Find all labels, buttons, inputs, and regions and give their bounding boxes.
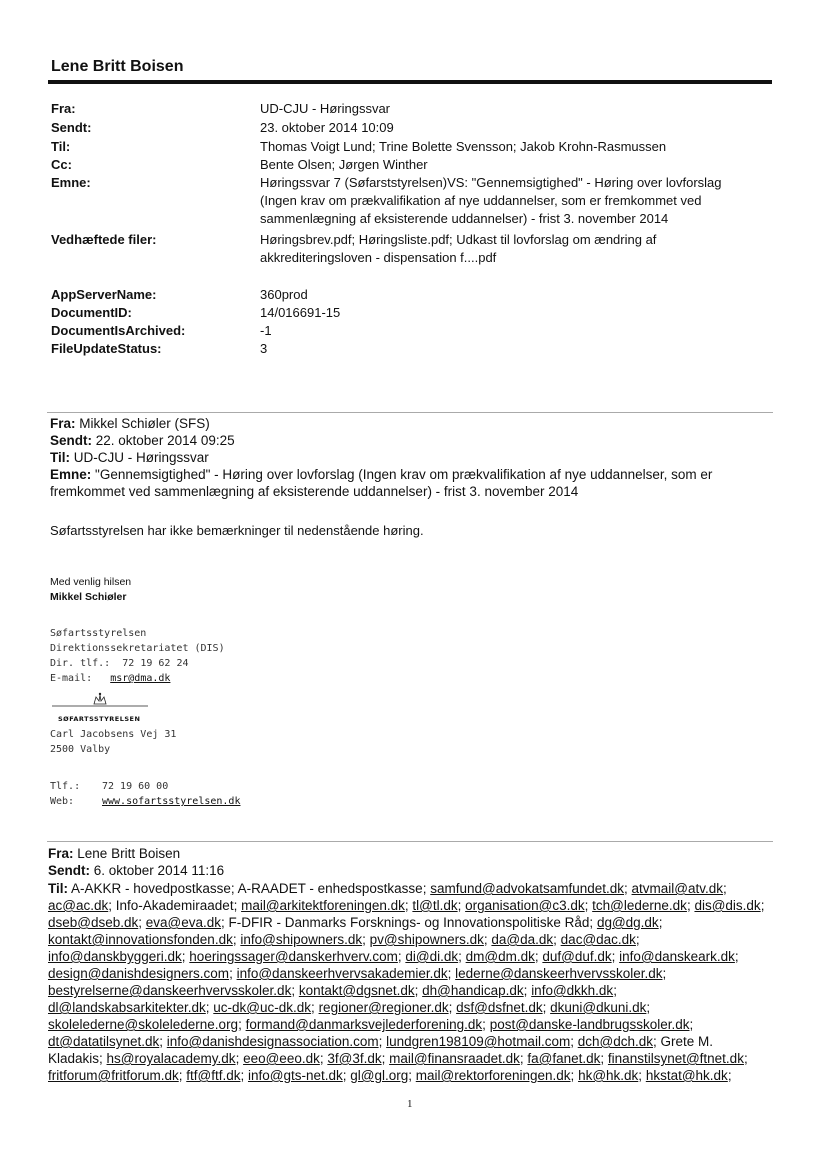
web-label: Web: xyxy=(50,796,75,807)
from-label: Fra: xyxy=(48,846,74,861)
meta-key: Emne: xyxy=(51,175,91,190)
signature-email xyxy=(50,671,225,686)
recipient-email-link[interactable]: info@shipowners.dk xyxy=(240,932,363,947)
meta-key: DocumentIsArchived: xyxy=(51,323,186,338)
recipient-email-link[interactable]: dseb@dseb.dk xyxy=(48,915,139,930)
tlf-label: Tlf.: xyxy=(50,781,81,792)
email1-subject xyxy=(50,466,770,500)
meta-key: Cc: xyxy=(51,157,72,172)
recipient-name: A-AKKR - hovedpostkasse xyxy=(71,881,231,896)
recipient-email-link[interactable]: kontakt@dgsnet.dk xyxy=(298,983,415,998)
recipient-email-link[interactable]: info@dkkh.dk xyxy=(531,983,614,998)
meta-key: Vedhæftede filer: xyxy=(51,232,157,247)
recipient-email-link[interactable]: mail@arkitektforeningen.dk xyxy=(241,898,405,913)
recipient-email-link[interactable]: hk@hk.dk xyxy=(578,1068,639,1083)
recipient-email-link[interactable]: info@danskbyggeri.dk xyxy=(48,949,182,964)
recipient-email-link[interactable]: fritforum@fritforum.dk xyxy=(48,1068,179,1083)
recipient-email-link[interactable]: regioner@regioner.dk xyxy=(318,1000,449,1015)
sent-label: Sendt: xyxy=(50,433,92,448)
email1-header xyxy=(50,415,770,500)
email2-header xyxy=(48,845,768,879)
dir-label: Dir. tlf.: xyxy=(50,658,111,669)
meta-key: Sendt: xyxy=(51,120,92,135)
recipient-name: F-DFIR - Danmarks Forsknings- og Innovationspolitiske Råd xyxy=(228,915,590,930)
recipient-email-link[interactable]: dm@dm.dk xyxy=(465,949,535,964)
signature-web xyxy=(50,794,240,809)
recipient-email-link[interactable]: dg@dg.dk xyxy=(596,915,659,930)
to-label: Til: xyxy=(50,450,70,465)
recipient-email-link[interactable]: dac@dac.dk xyxy=(560,932,636,947)
signature-tlf xyxy=(50,779,240,794)
meta-value: 23. oktober 2014 10:09 xyxy=(260,120,394,135)
recipient-email-link[interactable]: ftf@ftf.dk xyxy=(186,1068,241,1083)
document-owner-name: Lene Britt Boisen xyxy=(51,58,184,75)
email-separator xyxy=(47,412,773,413)
email1-body: Søfartsstyrelsen har ikke bemærkninger til nedenstående høring. xyxy=(50,523,424,538)
recipient-email-link[interactable]: kontakt@innovationsfonden.dk xyxy=(48,932,233,947)
recipient-email-link[interactable]: dl@landskabsarkitekter.dk xyxy=(48,1000,206,1015)
address-street: Carl Jacobsens Vej 31 xyxy=(50,729,177,740)
dir-value: 72 19 62 24 xyxy=(122,658,189,669)
recipient-email-link[interactable]: finanstilsynet@ftnet.dk xyxy=(607,1051,744,1066)
signature-address xyxy=(50,727,176,757)
signature-web-link[interactable]: www.sofartsstyrelsen.dk xyxy=(102,796,241,807)
recipient-email-link[interactable]: info@gts-net.dk xyxy=(247,1068,343,1083)
meta-key: FileUpdateStatus: xyxy=(51,341,162,356)
email1-sent xyxy=(50,432,770,449)
recipient-email-link[interactable]: dsf@dsfnet.dk xyxy=(456,1000,543,1015)
meta-value: 360prod xyxy=(260,287,308,302)
recipient-email-link[interactable]: pv@shipowners.dk xyxy=(369,932,484,947)
recipient-email-link[interactable]: tl@tl.dk xyxy=(412,898,458,913)
recipient-email-link[interactable]: gl@gl.org xyxy=(350,1068,409,1083)
meta-value: Bente Olsen; Jørgen Winther xyxy=(260,157,428,172)
signature-greeting: Med venlig hilsen xyxy=(50,576,132,588)
recipient-email-link[interactable]: info@danskeark.dk xyxy=(619,949,735,964)
recipient-email-link[interactable]: mail@finansraadet.dk xyxy=(389,1051,520,1066)
subject-label: Emne: xyxy=(50,467,92,482)
recipient-email-link[interactable]: skolelederne@skolelederne.org xyxy=(48,1017,239,1032)
recipient-email-link[interactable]: info@danishdesignassociation.com xyxy=(166,1034,379,1049)
email-label: E-mail: xyxy=(50,673,93,684)
tlf-value: 72 19 60 00 xyxy=(102,781,169,792)
meta-key: Fra: xyxy=(51,101,76,116)
recipient-email-link[interactable]: hoeringssager@danskerhverv.com xyxy=(189,949,398,964)
meta-value: Høringsbrev.pdf; Høringsliste.pdf; Udkast til lovforslag om ændring af akkrediteringsloven - dispensation f....pdf xyxy=(260,232,657,265)
signature-name: Mikkel Schiøler xyxy=(50,591,127,603)
recipient-email-link[interactable]: di@di.dk xyxy=(405,949,459,964)
logo-text: SØFARTSSTYRELSEN xyxy=(58,715,141,723)
sent-value: 22. oktober 2014 09:25 xyxy=(95,433,235,448)
sent-value: 6. oktober 2014 11:16 xyxy=(93,863,225,878)
recipient-email-link[interactable]: duf@duf.dk xyxy=(542,949,612,964)
subject-value: "Gennemsigtighed" - Høring over lovforslag (Ingen krav om prækvalifikation af nye uddannelser, som er fremkommet ved sammenlægning af eksisterende uddannelser) - frist 3. november 2014 xyxy=(50,467,713,499)
recipient-email-link[interactable]: lederne@danskeerhvervsskoler.dk xyxy=(455,966,663,981)
recipient-email-link[interactable]: eva@eva.dk xyxy=(145,915,222,930)
meta-value: 14/016691-15 xyxy=(260,305,341,320)
recipient-email-link[interactable]: uc-dk@uc-dk.dk xyxy=(213,1000,312,1015)
meta-key: Til: xyxy=(51,139,71,154)
recipient-email-link[interactable]: atvmail@atv.dk xyxy=(631,881,724,896)
meta-value: 3 xyxy=(260,341,268,356)
header-rule xyxy=(48,80,772,84)
recipient-email-link[interactable]: mail@rektorforeningen.dk xyxy=(415,1068,571,1083)
recipient-email-link[interactable]: design@danishdesigners.com xyxy=(48,966,230,981)
meta-value: Thomas Voigt Lund; Trine Bolette Svensson; Jakob Krohn-Rasmussen xyxy=(260,139,667,154)
recipient-email-link[interactable]: dch@dch.dk xyxy=(577,1034,653,1049)
recipient-email-link[interactable]: tch@lederne.dk xyxy=(592,898,687,913)
recipient-email-link[interactable]: 3f@3f.dk xyxy=(327,1051,382,1066)
from-label: Fra: xyxy=(50,416,76,431)
recipient-email-link[interactable]: dis@dis.dk xyxy=(694,898,761,913)
signature-email-link[interactable]: msr@dma.dk xyxy=(110,673,171,684)
recipient-email-link[interactable]: da@da.dk xyxy=(491,932,554,947)
signature-org-block xyxy=(50,626,225,686)
crown-icon xyxy=(50,690,150,712)
meta-key: AppServerName: xyxy=(51,287,157,302)
email1-to xyxy=(50,449,770,466)
email1-from xyxy=(50,415,770,432)
meta-key: DocumentID: xyxy=(51,305,132,320)
recipient-email-link[interactable]: dt@datatilsynet.dk xyxy=(48,1034,160,1049)
recipient-email-link[interactable]: formand@danmarksvejlederforening.dk xyxy=(245,1017,483,1032)
recipient-email-link[interactable]: samfund@advokatsamfundet.dk xyxy=(430,881,625,896)
meta-value: -1 xyxy=(260,323,272,338)
recipient-email-link[interactable]: lundgren198109@hotmail.com xyxy=(386,1034,571,1049)
to-value: UD-CJU - Høringssvar xyxy=(73,450,209,465)
recipient-name: Info-Akademiraadet xyxy=(115,898,234,913)
email2-sent xyxy=(48,862,768,879)
meta-value: UD-CJU - Høringssvar xyxy=(260,101,390,116)
sofartsstyrelsen-logo xyxy=(50,690,150,723)
from-value: Mikkel Schiøler (SFS) xyxy=(79,416,210,431)
recipient-name: A-RAADET - enhedspostkasse xyxy=(237,881,423,896)
recipient-email-link[interactable]: ac@ac.dk xyxy=(48,898,109,913)
email2-recipients xyxy=(48,880,770,1084)
recipient-email-link[interactable]: dh@handicap.dk xyxy=(422,983,524,998)
signature-org: Søfartsstyrelsen xyxy=(50,628,147,639)
meta-value: Høringssvar 7 (Søfarststyrelsen)VS: "Gennemsigtighed" - Høring over lovforslag (Ingen krav om prækvalifikation af nye uddannelser, som er fremkommet ved sammenlægning af eksisterende uddannelser) - frist 3. november 2014 xyxy=(260,175,722,226)
recipient-name: Grete M. Kladakis xyxy=(48,1034,713,1066)
email2-from xyxy=(48,845,768,862)
signature-dir-tlf xyxy=(50,656,225,671)
address-city: 2500 Valby xyxy=(50,744,111,755)
recipient-email-link[interactable]: hs@royalacademy.dk xyxy=(106,1051,236,1066)
recipient-email-link[interactable]: dkuni@dkuni.dk xyxy=(550,1000,647,1015)
from-value: Lene Britt Boisen xyxy=(77,846,181,861)
recipient-email-link[interactable]: fa@fanet.dk xyxy=(527,1051,601,1066)
page-number: 1 xyxy=(407,1098,413,1110)
to-label: Til: xyxy=(48,881,68,896)
signature-dept: Direktionssekretariatet (DIS) xyxy=(50,643,225,654)
signature-contact xyxy=(50,779,240,809)
recipient-email-link[interactable]: post@danske-landbrugsskoler.dk xyxy=(489,1017,690,1032)
recipient-list: A-AKKR - hovedpostkasse; A-RAADET - enhedspostkasse; samfund@advokatsamfundet.dk; atvmail@atv.dk; ac@ac.dk; Info-Akademiraadet; mail@arkitektforeningen.dk; tl@tl.dk; organisation@c3.dk; tch@lederne.dk; dis@dis.dk; dseb@dseb.dk; eva@eva.dk; F-DFIR - Danmarks Forsknings- og Innovationspolitiske Råd; dg@dg.dk; kontakt@innovationsfonden.dk; info@shipowners.dk; pv@shipowners.dk; da@da.dk; dac@dac.dk; info@danskbyggeri.dk; hoeringssager@danskerhverv.com; di@di.dk; dm@dm.dk; duf@duf.dk; info@danskeark.dk; design@danishdesigners.com; info@danskeerhvervsakademier.dk; lederne@danskeerhvervsskoler.dk; bestyrelserne@danskeerhvervsskoler.dk; kontakt@dgsnet.dk; dh@handicap.dk; info@dkkh.dk; dl@landskabsarkitekter.dk; uc-dk@uc-dk.dk; regioner@regioner.dk; dsf@dsfnet.dk; dkuni@dkuni.dk; skolelederne@skolelederne.org; formand@danmarksvejlederforening.dk; post@danske-landbrugsskoler.dk; dt@datatilsynet.dk; info@danishdesignassociation.com; lundgren198109@hotmail.com; dch@dch.dk; Grete M. Kladakis; hs@royalacademy.dk; eeo@eeo.dk; 3f@3f.dk; mail@finansraadet.dk; fa@fanet.dk; finanstilsynet@ftnet.dk; fritforum@fritforum.dk; ftf@ftf.dk; info@gts-net.dk; gl@gl.org; mail@rektorforeningen.dk; hk@hk.dk; hkstat@hk.dk; xyxy=(48,881,765,1083)
sent-label: Sendt: xyxy=(48,863,90,878)
recipient-email-link[interactable]: organisation@c3.dk xyxy=(465,898,585,913)
recipient-email-link[interactable]: bestyrelserne@danskeerhvervsskoler.dk xyxy=(48,983,292,998)
email-separator xyxy=(47,841,773,842)
recipient-email-link[interactable]: hkstat@hk.dk xyxy=(645,1068,728,1083)
recipient-email-link[interactable]: info@danskeerhvervsakademier.dk xyxy=(236,966,448,981)
recipient-email-link[interactable]: eeo@eeo.dk xyxy=(243,1051,320,1066)
